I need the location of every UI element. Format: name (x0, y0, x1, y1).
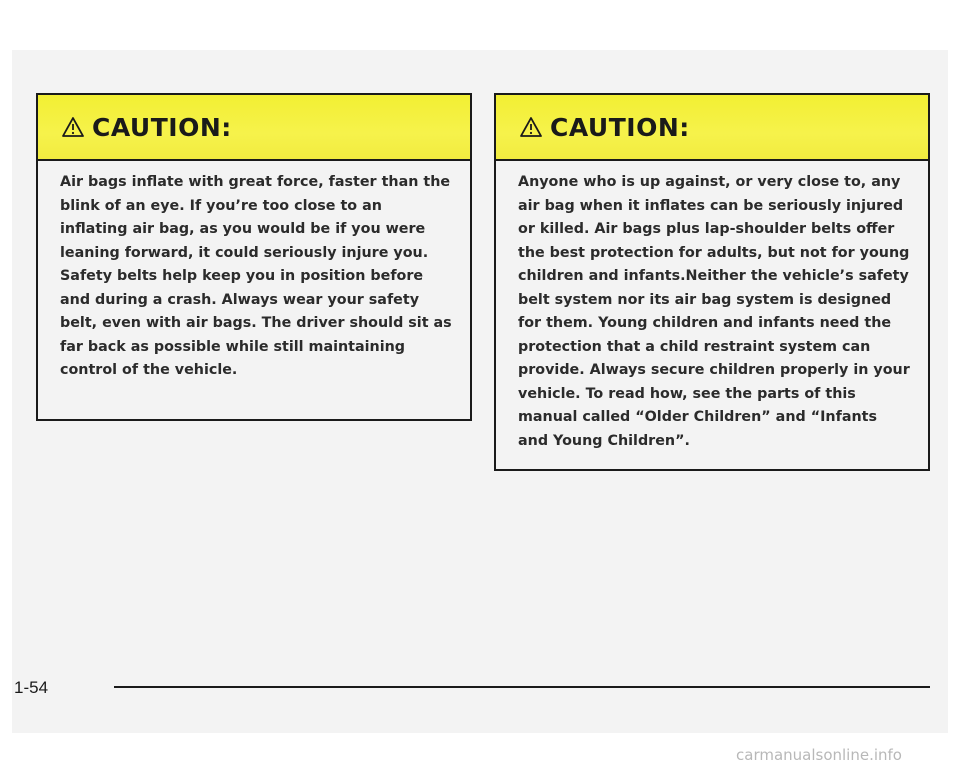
caution-text: Anyone who is up against, or very close to, any air bag when it inflates can be seriously injured or killed. Air bags plus lap-shoulder belts offer the best protection for adults, but not for young children and infants.Neither the vehicle’s safety belt system nor its air bag system is designed for them. Young children and infants need the protection that a child restraint system can provide. Always secure children properly in your vehicle. To read how, see the parts of this manual called “Older Children” and “Infants and Young Children”. (518, 174, 910, 449)
manual-page (12, 50, 948, 733)
caution-box-right (494, 93, 930, 471)
caution-box-left (36, 93, 472, 421)
caution-title: CAUTION: (92, 112, 232, 142)
caution-text: Air bags inflate with great force, faster than the blink of an eye. If you’re too close to an inflating air bag, as you would be if you were leaning forward, it could seriously injure you. Safety belts help keep you in position before and during a crash. Always wear your safety belt, even with air bags. The driver should sit as far back as possible while still maintaining control of the vehicle. (60, 174, 452, 378)
site-watermark: carmanualsonline.info (736, 746, 902, 764)
caution-header-left (38, 95, 470, 161)
page-number: 1-54 (14, 678, 49, 697)
footer-divider (114, 686, 930, 688)
caution-header-right (496, 95, 928, 161)
caution-title: CAUTION: (550, 112, 690, 142)
warning-triangle-icon (62, 116, 84, 138)
warning-triangle-icon (520, 116, 542, 138)
